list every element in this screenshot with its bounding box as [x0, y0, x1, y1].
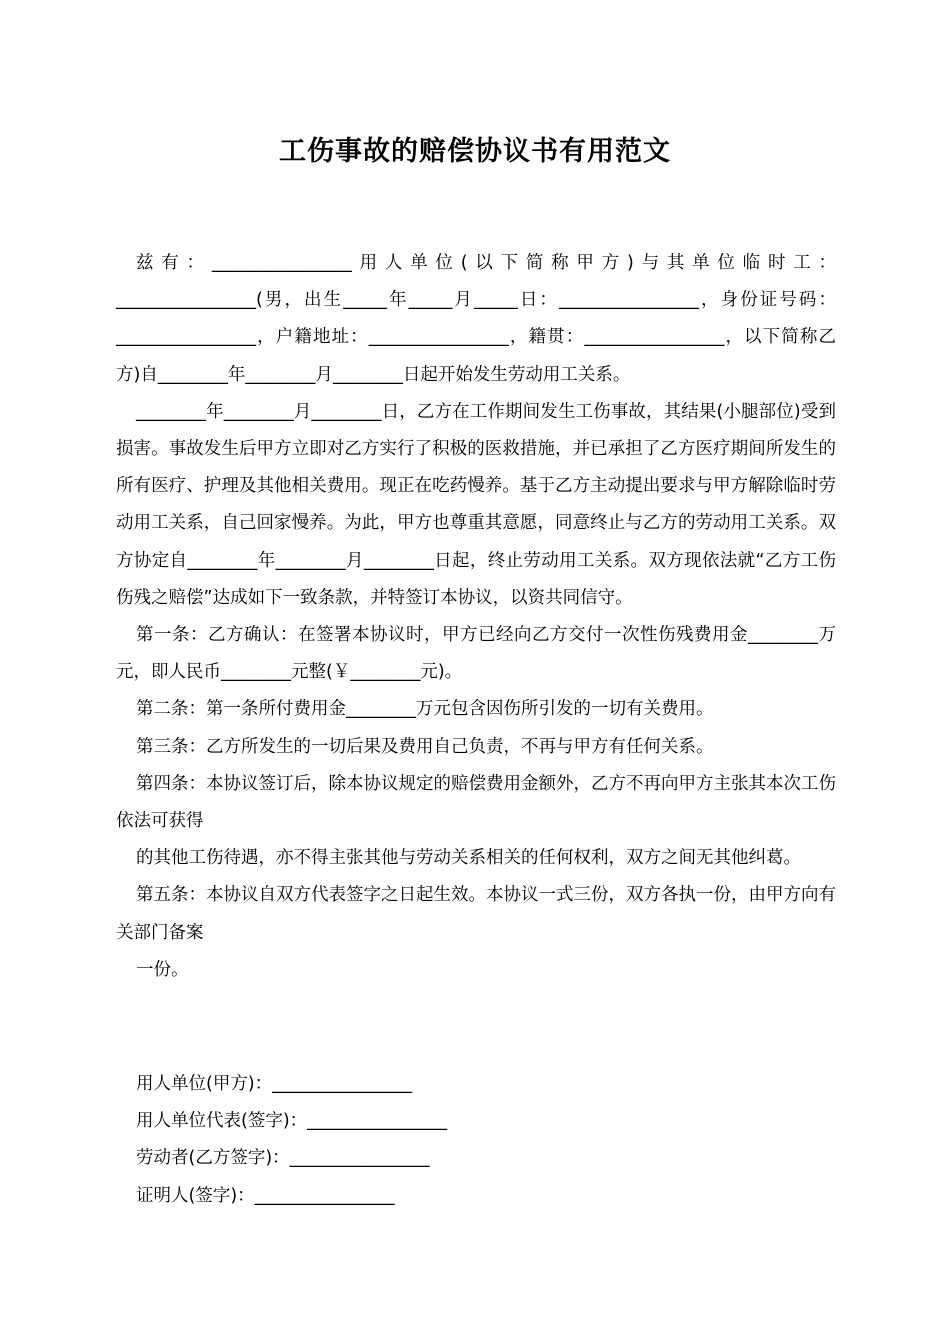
clause-3: 第三条：乙方所发生的一切后果及费用自己负责，不再与甲方有任何关系。	[136, 736, 714, 757]
paragraph-incident: ________年________月________日，乙方在工作期间发生工伤事故，其结果(小腿部位)受到损害。事故发生后甲方立即对乙方实行了积极的医救措施，并已承担了乙方医疗期间所发生的所有医疗、护理及其他相关费用。现正在吃药慢养。基于乙方主动提出要求与甲方解除临时劳动用工关系，自己回家慢养。为此，甲方也尊重其意愿，同意终止与乙方的劳动用工关系。双方协定自________年________月________日起，终止劳动用工关系。双方现依法就“乙方工伤伤残之赔偿”达成如下一致条款，并特签订本协议，以资共同信守。	[116, 401, 836, 608]
clause-4: 第四条：本协议签订后，除本协议规定的赔偿费用金额外，乙方不再向甲方主张其本次工伤依法可获得	[116, 773, 836, 832]
clause-2: 第二条：第一条所付费用金________万元包含因伤所引发的一切有关费用。	[136, 699, 714, 720]
document-body	[116, 245, 836, 989]
signature-block	[136, 1066, 447, 1215]
signature-witness: 证明人(签字)：________________	[136, 1185, 395, 1206]
document-title: 工伤事故的赔偿协议书有用范文	[279, 136, 671, 167]
paragraph-parties: 兹有：________________用人单位(以下简称甲方)与其单位临时工：________________(男，出生_____年_____月_____日：________________，身份证号码：________________，户籍地址：________________，籍贯：________________，以下简称乙方)自________年________月________日起开始发生劳动用工关系。	[116, 253, 836, 385]
signature-employer-representative: 用人单位代表(签字)：________________	[136, 1111, 448, 1132]
signature-worker: 劳动者(乙方签字)：________________	[136, 1148, 430, 1169]
clause-5-continued: 一份。	[136, 959, 189, 980]
clause-4-continued: 的其他工伤待遇，亦不得主张其他与劳动关系相关的任何权利，双方之间无其他纠葛。	[136, 848, 801, 869]
clause-5: 第五条：本协议自双方代表签字之日起生效。本协议一式三份，双方各执一份，由甲方向有关部门备案	[116, 885, 836, 943]
clause-1: 第一条：乙方确认：在签署本协议时，甲方已经向乙方交付一次性伤残费用金________万元，即人民币________元整(￥________元)。	[116, 625, 836, 683]
signature-employer: 用人单位(甲方)：________________	[136, 1074, 413, 1094]
